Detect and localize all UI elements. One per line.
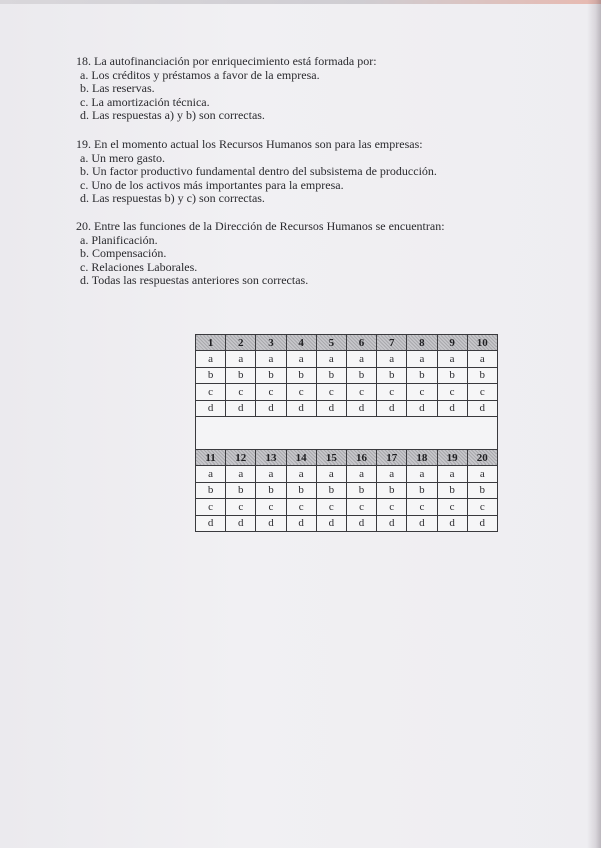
choice-row <box>196 367 498 383</box>
answer-choice-cell[interactable]: b <box>316 367 346 383</box>
answer-choice-cell[interactable]: b <box>437 367 467 383</box>
answer-choice-cell[interactable]: c <box>256 384 286 400</box>
choice-row <box>196 482 498 498</box>
question-stem: 19. En el momento actual los Recursos Humanos son para las empresas: <box>76 137 423 151</box>
option-a: a. Los créditos y préstamos a favor de la empresa. <box>80 67 320 82</box>
option-a: a. Planificación. <box>80 232 158 247</box>
question-number-cell: 19 <box>437 449 467 465</box>
answer-choice-cell[interactable]: b <box>377 482 407 498</box>
answer-choice-cell[interactable]: b <box>226 367 256 383</box>
answer-choice-cell[interactable]: d <box>346 400 376 416</box>
answer-choice-cell[interactable]: c <box>346 384 376 400</box>
answer-choice-cell[interactable]: b <box>377 367 407 383</box>
answer-choice-cell[interactable]: b <box>256 482 286 498</box>
answer-choice-cell[interactable]: a <box>316 351 346 367</box>
option-d: d. Todas las respuestas anteriores son correctas. <box>80 273 309 288</box>
answer-choice-cell[interactable]: b <box>407 367 437 383</box>
answer-choice-cell[interactable]: a <box>467 351 497 367</box>
question-number-cell: 4 <box>286 335 316 351</box>
answer-choice-cell[interactable]: b <box>407 482 437 498</box>
choice-row <box>196 499 498 515</box>
answer-choice-cell[interactable]: c <box>226 384 256 400</box>
answer-choice-cell[interactable]: b <box>286 367 316 383</box>
question-number-cell: 10 <box>467 335 497 351</box>
answer-choice-cell[interactable]: b <box>467 367 497 383</box>
question-number-cell: 5 <box>316 335 346 351</box>
answer-choice-cell[interactable]: c <box>377 499 407 515</box>
option-d: d. Las respuestas b) y c) son correctas. <box>80 191 265 206</box>
answer-choice-cell[interactable]: a <box>346 466 376 482</box>
answer-choice-cell[interactable]: b <box>196 482 226 498</box>
answer-choice-cell[interactable]: d <box>286 400 316 416</box>
answer-choice-cell[interactable]: d <box>407 515 437 531</box>
answer-choice-cell[interactable]: c <box>196 499 226 515</box>
question-20 <box>76 220 445 288</box>
question-number-cell: 1 <box>196 335 226 351</box>
answer-choice-cell[interactable]: a <box>316 466 346 482</box>
answer-choice-cell[interactable]: d <box>226 515 256 531</box>
answer-choice-cell[interactable]: c <box>286 499 316 515</box>
answer-choice-cell[interactable]: c <box>437 499 467 515</box>
answer-choice-cell[interactable]: b <box>256 367 286 383</box>
answer-choice-cell[interactable]: a <box>377 466 407 482</box>
answer-choice-cell[interactable]: a <box>256 351 286 367</box>
answer-choice-cell[interactable]: b <box>346 482 376 498</box>
question-number-cell: 17 <box>377 449 407 465</box>
answer-choice-cell[interactable]: c <box>316 384 346 400</box>
answer-choice-cell[interactable]: a <box>346 351 376 367</box>
question-number-cell: 2 <box>226 335 256 351</box>
answer-choice-cell[interactable]: d <box>467 400 497 416</box>
answer-sheet-grid <box>195 334 498 532</box>
answer-choice-cell[interactable]: a <box>407 351 437 367</box>
answer-choice-cell[interactable]: c <box>316 499 346 515</box>
question-stem: 20. Entre las funciones de la Dirección de Recursos Humanos se encuentran: <box>76 219 445 233</box>
answer-choice-cell[interactable]: b <box>226 482 256 498</box>
answer-choice-cell[interactable]: d <box>196 400 226 416</box>
answer-choice-cell[interactable]: c <box>286 384 316 400</box>
answer-choice-cell[interactable]: a <box>196 351 226 367</box>
question-number-cell: 7 <box>377 335 407 351</box>
answer-choice-cell[interactable]: b <box>286 482 316 498</box>
question-number-cell: 11 <box>196 449 226 465</box>
answer-choice-cell[interactable]: a <box>196 466 226 482</box>
choice-row <box>196 515 498 531</box>
answer-choice-cell[interactable]: a <box>286 351 316 367</box>
answer-choice-cell[interactable]: b <box>316 482 346 498</box>
question-number-cell: 13 <box>256 449 286 465</box>
answer-choice-cell[interactable]: d <box>316 400 346 416</box>
grid-spacer <box>196 416 498 449</box>
question-number-cell: 20 <box>467 449 497 465</box>
question-number-cell: 18 <box>407 449 437 465</box>
answer-choice-cell[interactable]: a <box>467 466 497 482</box>
question-number-cell: 15 <box>316 449 346 465</box>
question-number-cell: 14 <box>286 449 316 465</box>
question-19 <box>76 138 437 206</box>
question-stem: 18. La autofinanciación por enriquecimiento está formada por: <box>76 54 377 68</box>
choice-row <box>196 351 498 367</box>
grid-header-row <box>196 449 498 465</box>
answer-choice-cell[interactable]: b <box>196 367 226 383</box>
option-c: c. Uno de los activos más importantes para la empresa. <box>80 177 344 192</box>
question-number-cell: 3 <box>256 335 286 351</box>
answer-choice-cell[interactable]: c <box>256 499 286 515</box>
answer-choice-cell[interactable]: d <box>226 400 256 416</box>
answer-choice-cell[interactable]: d <box>346 515 376 531</box>
page-edge-shadow <box>587 0 601 848</box>
answer-choice-cell[interactable]: d <box>256 515 286 531</box>
option-a: a. Un mero gasto. <box>80 150 165 165</box>
question-number-cell: 16 <box>346 449 376 465</box>
top-edge <box>0 0 601 4</box>
answer-choice-cell[interactable]: c <box>407 499 437 515</box>
option-d: d. Las respuestas a) y b) son correctas. <box>80 108 265 123</box>
answer-choice-cell[interactable]: c <box>467 499 497 515</box>
answer-choice-cell[interactable]: c <box>346 499 376 515</box>
question-number-cell: 6 <box>346 335 376 351</box>
answer-choice-cell[interactable]: d <box>286 515 316 531</box>
grid-header-row <box>196 335 498 351</box>
answer-choice-cell[interactable]: b <box>346 367 376 383</box>
answer-choice-cell[interactable]: d <box>256 400 286 416</box>
answer-choice-cell[interactable]: d <box>196 515 226 531</box>
choice-row <box>196 400 498 416</box>
answer-choice-cell[interactable]: a <box>407 466 437 482</box>
answer-choice-cell[interactable]: d <box>377 515 407 531</box>
option-b: b. Las reservas. <box>80 81 155 96</box>
answer-choice-cell[interactable]: a <box>377 351 407 367</box>
answer-choice-cell[interactable]: c <box>196 384 226 400</box>
answer-choice-cell[interactable]: c <box>437 384 467 400</box>
question-number-cell: 8 <box>407 335 437 351</box>
answer-choice-cell[interactable]: a <box>437 466 467 482</box>
question-number-cell: 9 <box>437 335 467 351</box>
option-b: b. Compensación. <box>80 246 167 261</box>
answer-choice-cell[interactable]: d <box>437 400 467 416</box>
option-c: c. La amortización técnica. <box>80 94 210 109</box>
answer-choice-cell[interactable]: c <box>467 384 497 400</box>
answer-choice-cell[interactable]: c <box>377 384 407 400</box>
answer-choice-cell[interactable]: d <box>407 400 437 416</box>
answer-choice-cell[interactable]: d <box>467 515 497 531</box>
option-b: b. Un factor productivo fundamental dentro del subsistema de producción. <box>80 164 437 179</box>
answer-choice-cell[interactable]: a <box>286 466 316 482</box>
question-number-cell: 12 <box>226 449 256 465</box>
choice-row <box>196 384 498 400</box>
answer-choice-cell[interactable]: d <box>377 400 407 416</box>
answer-choice-cell[interactable]: d <box>437 515 467 531</box>
question-18 <box>76 55 377 123</box>
answer-choice-cell[interactable]: b <box>437 482 467 498</box>
answer-choice-cell[interactable]: a <box>437 351 467 367</box>
answer-choice-cell[interactable]: b <box>467 482 497 498</box>
option-c: c. Relaciones Laborales. <box>80 259 198 274</box>
answer-choice-cell[interactable]: a <box>226 466 256 482</box>
answer-choice-cell[interactable]: c <box>226 499 256 515</box>
answer-choice-cell[interactable]: a <box>256 466 286 482</box>
grid-spacer-row <box>196 416 498 449</box>
choice-row <box>196 466 498 482</box>
answer-choice-cell[interactable]: c <box>407 384 437 400</box>
answer-choice-cell[interactable]: a <box>226 351 256 367</box>
answer-choice-cell[interactable]: d <box>316 515 346 531</box>
